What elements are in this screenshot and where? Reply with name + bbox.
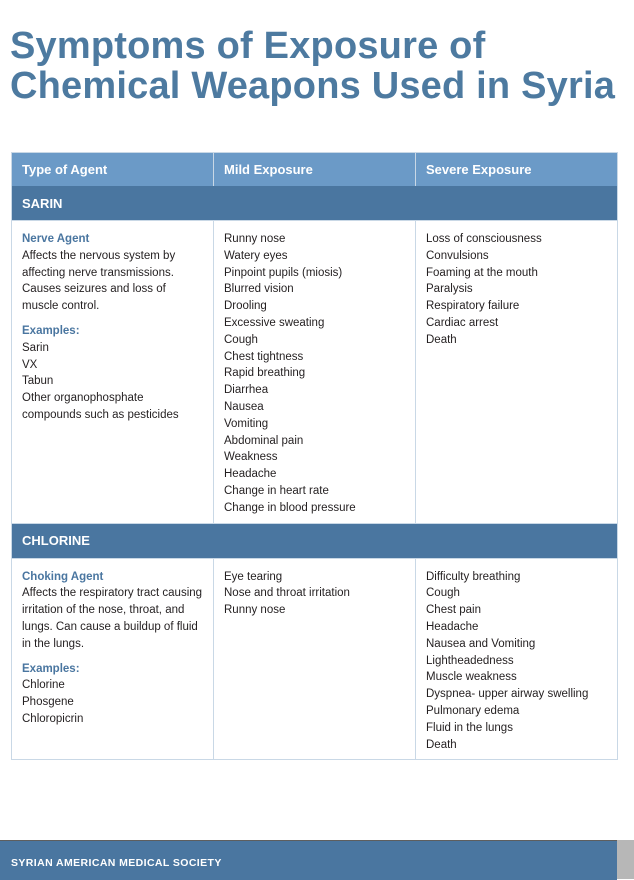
list-item: Cardiac arrest	[426, 316, 499, 329]
agent-type-label: Choking Agent	[22, 570, 104, 583]
examples-list	[22, 340, 203, 424]
list-item: Dyspnea- upper airway swelling	[426, 688, 589, 701]
agent-description: Affects the nervous system by affecting nerve transmissions. Causes seizures and loss of muscle control.	[22, 249, 176, 313]
footer-edge-decoration	[617, 840, 634, 879]
symptoms-table	[11, 152, 618, 760]
severe-symptoms-list	[426, 569, 607, 754]
list-item: Headache	[426, 620, 479, 633]
list-item: Phosgene	[22, 696, 74, 709]
header-severe-exposure: Severe Exposure	[416, 153, 618, 187]
title-line-1: Symptoms of Exposure of	[10, 25, 486, 67]
agent-type-label: Nerve Agent	[22, 233, 90, 245]
table-row-chlorine	[12, 558, 618, 760]
list-item: Change in heart rate	[224, 484, 329, 497]
list-item: Lightheadedness	[426, 654, 514, 667]
footer-organization: SYRIAN AMERICAN MEDICAL SOCIETY	[11, 857, 222, 869]
examples-list	[22, 677, 203, 727]
list-item: Rapid breathing	[224, 367, 306, 380]
list-item: Chloropicrin	[22, 712, 84, 725]
mild-symptoms-list	[224, 569, 405, 619]
list-item: Loss of consciousness	[426, 233, 542, 245]
list-item: Pulmonary edema	[426, 704, 520, 717]
section-row-sarin	[12, 186, 618, 221]
list-item: Nose and throat irritation	[224, 587, 350, 600]
section-row-chlorine	[12, 523, 618, 558]
list-item: Pinpoint pupils (miosis)	[224, 266, 343, 279]
list-item: Chlorine	[22, 679, 65, 692]
list-item: Drooling	[224, 300, 267, 313]
agent-description: Affects the respiratory tract causing irritation of the nose, throat, and lungs. Can cause a buildup of fluid in the lungs.	[22, 587, 203, 650]
list-item: Diarrhea	[224, 384, 269, 397]
list-item: Nausea and Vomiting	[426, 637, 536, 650]
list-item: Chest tightness	[224, 350, 304, 363]
header-type-of-agent: Type of Agent	[12, 153, 214, 187]
list-item: Vomiting	[224, 417, 269, 430]
list-item: Sarin	[22, 341, 49, 354]
list-item: Runny nose	[224, 604, 286, 617]
list-item: Difficulty breathing	[426, 570, 521, 583]
section-title: CHLORINE	[12, 523, 618, 558]
mild-symptoms-list	[224, 231, 405, 517]
table-header-row	[12, 153, 618, 187]
list-item: Watery eyes	[224, 249, 288, 262]
severe-symptoms-list	[426, 231, 607, 349]
examples-label: Examples:	[22, 662, 80, 675]
list-item: Headache	[224, 468, 277, 481]
list-item: Blurred vision	[224, 283, 294, 296]
list-item: Change in blood pressure	[224, 501, 356, 514]
list-item: Other organophosphate compounds such as pesticides	[22, 392, 179, 421]
severe-cell	[416, 558, 618, 760]
list-item: VX	[22, 358, 38, 371]
page-title	[10, 26, 625, 106]
table-row-sarin	[12, 221, 618, 524]
list-item: Abdominal pain	[224, 434, 304, 447]
list-item: Convulsions	[426, 249, 489, 262]
title-line-2: Chemical Weapons Used in Syria	[10, 65, 616, 107]
list-item: Fluid in the lungs	[426, 721, 513, 734]
mild-cell	[214, 558, 416, 760]
list-item: Cough	[224, 333, 258, 346]
list-item: Weakness	[224, 451, 278, 464]
mild-cell	[214, 221, 416, 524]
footer-bar	[0, 840, 617, 880]
agent-cell	[12, 221, 214, 524]
list-item: Respiratory failure	[426, 300, 520, 313]
header-mild-exposure: Mild Exposure	[214, 153, 416, 187]
list-item: Tabun	[22, 375, 54, 388]
list-item: Runny nose	[224, 233, 286, 245]
list-item: Eye tearing	[224, 570, 283, 583]
severe-cell	[416, 221, 618, 524]
list-item: Foaming at the mouth	[426, 266, 538, 279]
list-item: Nausea	[224, 400, 264, 413]
list-item: Muscle weakness	[426, 671, 517, 684]
list-item: Cough	[426, 587, 460, 600]
section-title: SARIN	[12, 186, 618, 221]
examples-label: Examples:	[22, 324, 80, 337]
list-item: Death	[426, 333, 457, 346]
list-item: Chest pain	[426, 604, 481, 617]
agent-cell	[12, 558, 214, 760]
list-item: Paralysis	[426, 283, 473, 296]
list-item: Death	[426, 738, 457, 751]
list-item: Excessive sweating	[224, 316, 325, 329]
